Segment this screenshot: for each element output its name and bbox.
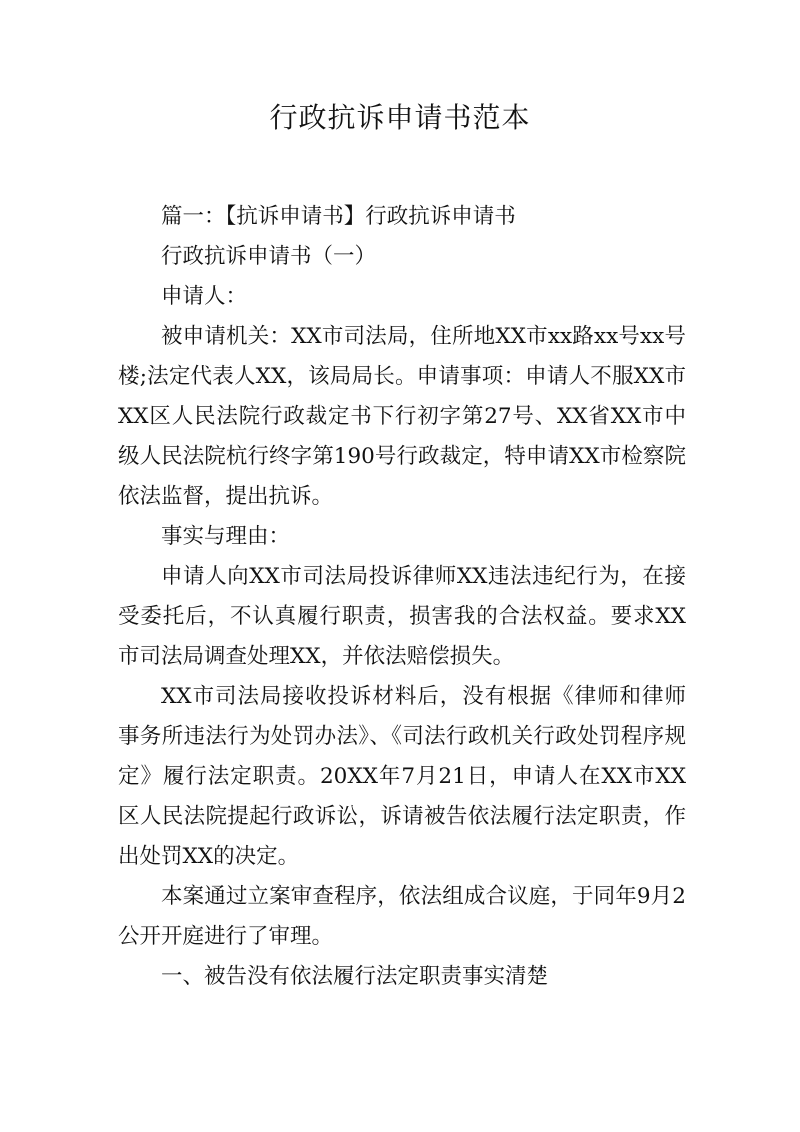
paragraph-facts-heading: 事实与理由：	[161, 524, 291, 549]
paragraph-section-heading: 篇一：【抗诉申请书】行政抗诉申请书	[161, 204, 516, 229]
paragraph-point-1: 一、被告没有依法履行法定职责事实清楚	[161, 964, 549, 989]
paragraph-facts-2: XX市司法局接收投诉材料后，没有根据《律师和律师事务所违法行为处罚办法》、《司法行政机关行政处罚程序规定》履行法定职责。20XX年7月21日，申请人在XX市XX区人民法院提起行政诉讼，诉请被告依法履行法定职责，作出处罚XX的决定。	[118, 684, 686, 869]
paragraph-facts-1: 申请人向XX市司法局投诉律师XX违法违纪行为，在接受委托后，不认真履行职责，损害我的合法权益。要求XX市司法局调查处理XX，并依法赔偿损失。	[118, 564, 686, 669]
paragraph-subtitle: 行政抗诉申请书（一）	[161, 244, 377, 269]
document-title: 行政抗诉申请书范本	[269, 101, 531, 134]
document-body	[118, 197, 686, 997]
paragraph-facts-3: 本案通过立案审查程序，依法组成合议庭，于同年9月2公开开庭进行了审理。	[118, 884, 686, 949]
paragraph-applicant: 申请人：	[161, 284, 248, 309]
paragraph-respondent: 被申请机关：XX市司法局，住所地XX市xx路xx号xx号楼;法定代表人XX，该局局长。申请事项：申请人不服XX市XX区人民法院行政裁定书下行初字第27号、XX省XX市中级人民法院杭行终字第190号行政裁定，特申请XX市检察院依法监督，提出抗诉。	[118, 324, 686, 509]
